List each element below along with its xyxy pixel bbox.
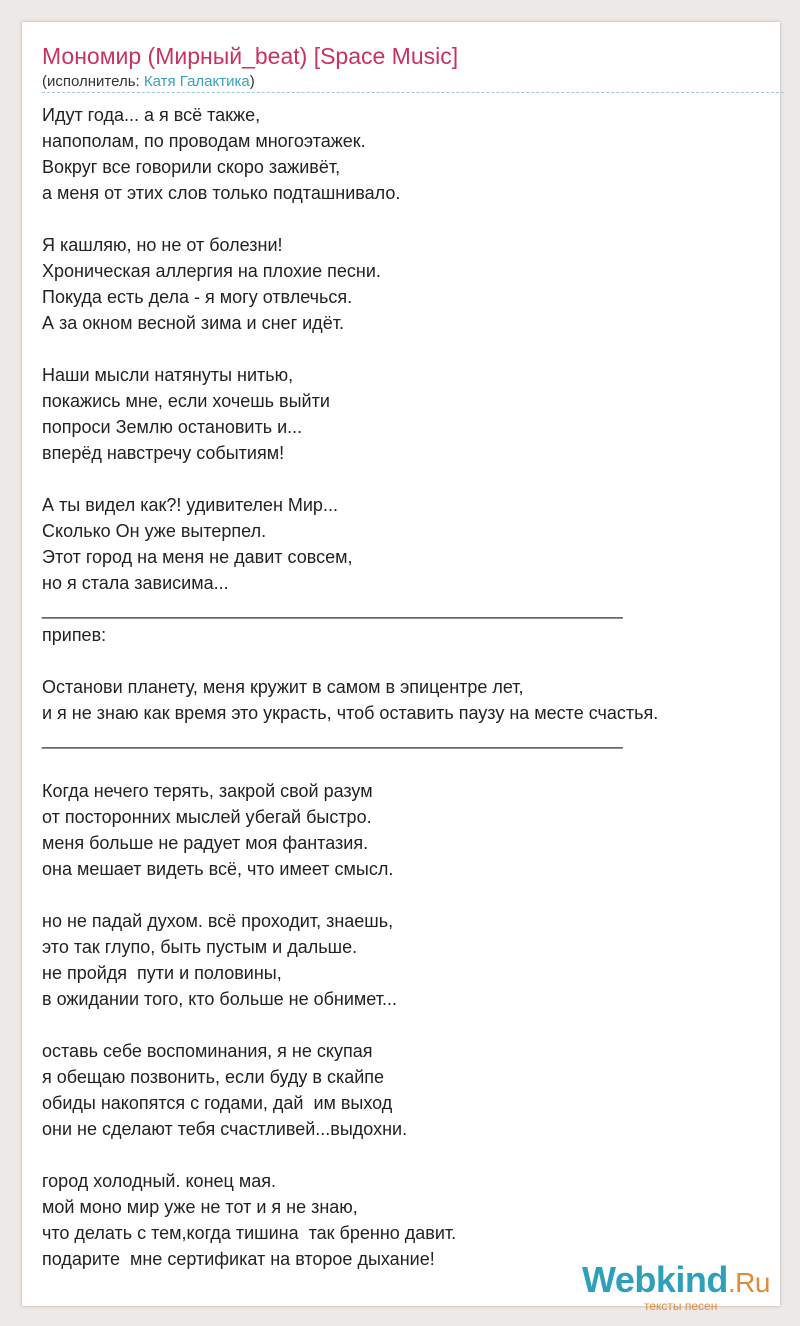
lyric-line: А за окном весной зима и снег идёт. <box>42 313 344 333</box>
lyric-blank-line <box>42 648 772 674</box>
lyric-blank-line <box>42 206 772 232</box>
lyric-line: попроси Землю остановить и... <box>42 417 303 437</box>
lyric-line: Сколько Он уже вытерпел. <box>42 521 267 541</box>
song-title: Мономир (Мирный_beat) [Space Music] <box>42 43 459 69</box>
lyric-line: что делать с тем,когда тишина так бренно давит. <box>42 1223 457 1243</box>
lyrics-card <box>22 22 780 1313</box>
performer-suffix: ) <box>249 73 255 90</box>
lyric-line: я обещаю позвонить, если буду в скайпе <box>42 1067 385 1087</box>
logo-tagline: тексты песен <box>644 1299 718 1313</box>
lyric-line: припев: <box>42 625 107 645</box>
performer-line <box>42 73 255 90</box>
lyric-line: покажись мне, если хочешь выйти <box>42 391 330 411</box>
lyric-line: они не сделают тебя счастливей...выдохни. <box>42 1119 408 1139</box>
lyric-line: но я стала зависима... <box>42 573 229 593</box>
lyrics-body <box>42 102 772 1272</box>
lyric-line: напополам, по проводам многоэтажек. <box>42 131 366 151</box>
lyric-line: не пройдя пути и половины, <box>42 963 282 983</box>
lyric-line: город холодный. конец мая. <box>42 1171 276 1191</box>
lyric-line: Этот город на меня не давит совсем, <box>42 547 353 567</box>
performer-link[interactable]: Катя Галактика <box>143 73 250 90</box>
lyric-line: а меня от этих слов только подташнивало. <box>42 183 401 203</box>
lyric-line: А ты видел как?! удивителен Мир... <box>42 495 338 515</box>
lyric-line: вперёд навстречу событиям! <box>42 443 285 463</box>
lyric-blank-line <box>42 336 772 362</box>
lyric-line: это так глупо, быть пустым и дальше. <box>42 937 358 957</box>
lyric-line: и я не знаю как время это украсть, чтоб оставить паузу на месте счастья. <box>42 703 659 723</box>
lyric-blank-line <box>42 1142 772 1168</box>
lyric-blank-line <box>42 882 772 908</box>
lyric-line: Хроническая аллергия на плохие песни. <box>42 261 381 281</box>
lyric-blank-line <box>42 1012 772 1038</box>
lyric-line: Когда нечего терять, закрой свой разум <box>42 781 373 801</box>
lyric-line: она мешает видеть всё, что имеет смысл. <box>42 859 394 879</box>
lyric-line: от посторонних мыслей убегай быстро. <box>42 807 372 827</box>
lyric-line: Наши мысли натянуты нитью, <box>42 365 294 385</box>
lyric-line: Идут года... а я всё также, <box>42 105 261 125</box>
lyric-line: Останови планету, меня кружит в самом в эпицентре лет, <box>42 677 524 697</box>
lyric-line: меня больше не радует моя фантазия. <box>42 833 369 853</box>
logo-domain: .Ru <box>727 1267 770 1298</box>
lyric-line: обиды накопятся с годами, дай им выход <box>42 1093 393 1113</box>
lyric-line: подарите мне сертификат на второе дыхание! <box>42 1249 435 1269</box>
lyric-blank-line <box>42 752 772 778</box>
lyric-line: Я кашляю, но не от болезни! <box>42 235 283 255</box>
logo-wordmark <box>582 1259 770 1301</box>
logo-main-text: Webkind <box>582 1259 728 1300</box>
lyric-blank-line <box>42 466 772 492</box>
lyric-line: __________________________________________________________ <box>42 599 623 619</box>
lyric-line: но не падай духом. всё проходит, знаешь, <box>42 911 394 931</box>
lyric-line: мой моно мир уже не тот и я не знаю, <box>42 1197 358 1217</box>
lyric-line: Покуда есть дела - я могу отвлечься. <box>42 287 353 307</box>
lyric-line: оставь себе воспоминания, я не скупая <box>42 1041 373 1061</box>
performer-prefix: (исполнитель: <box>42 73 144 90</box>
header-divider <box>42 92 784 93</box>
lyric-line: в ожидании того, кто больше не обнимет... <box>42 989 397 1009</box>
lyric-line: __________________________________________________________ <box>42 729 623 749</box>
webkind-logo[interactable] <box>582 1259 782 1313</box>
lyric-line: Вокруг все говорили скоро заживёт, <box>42 157 341 177</box>
